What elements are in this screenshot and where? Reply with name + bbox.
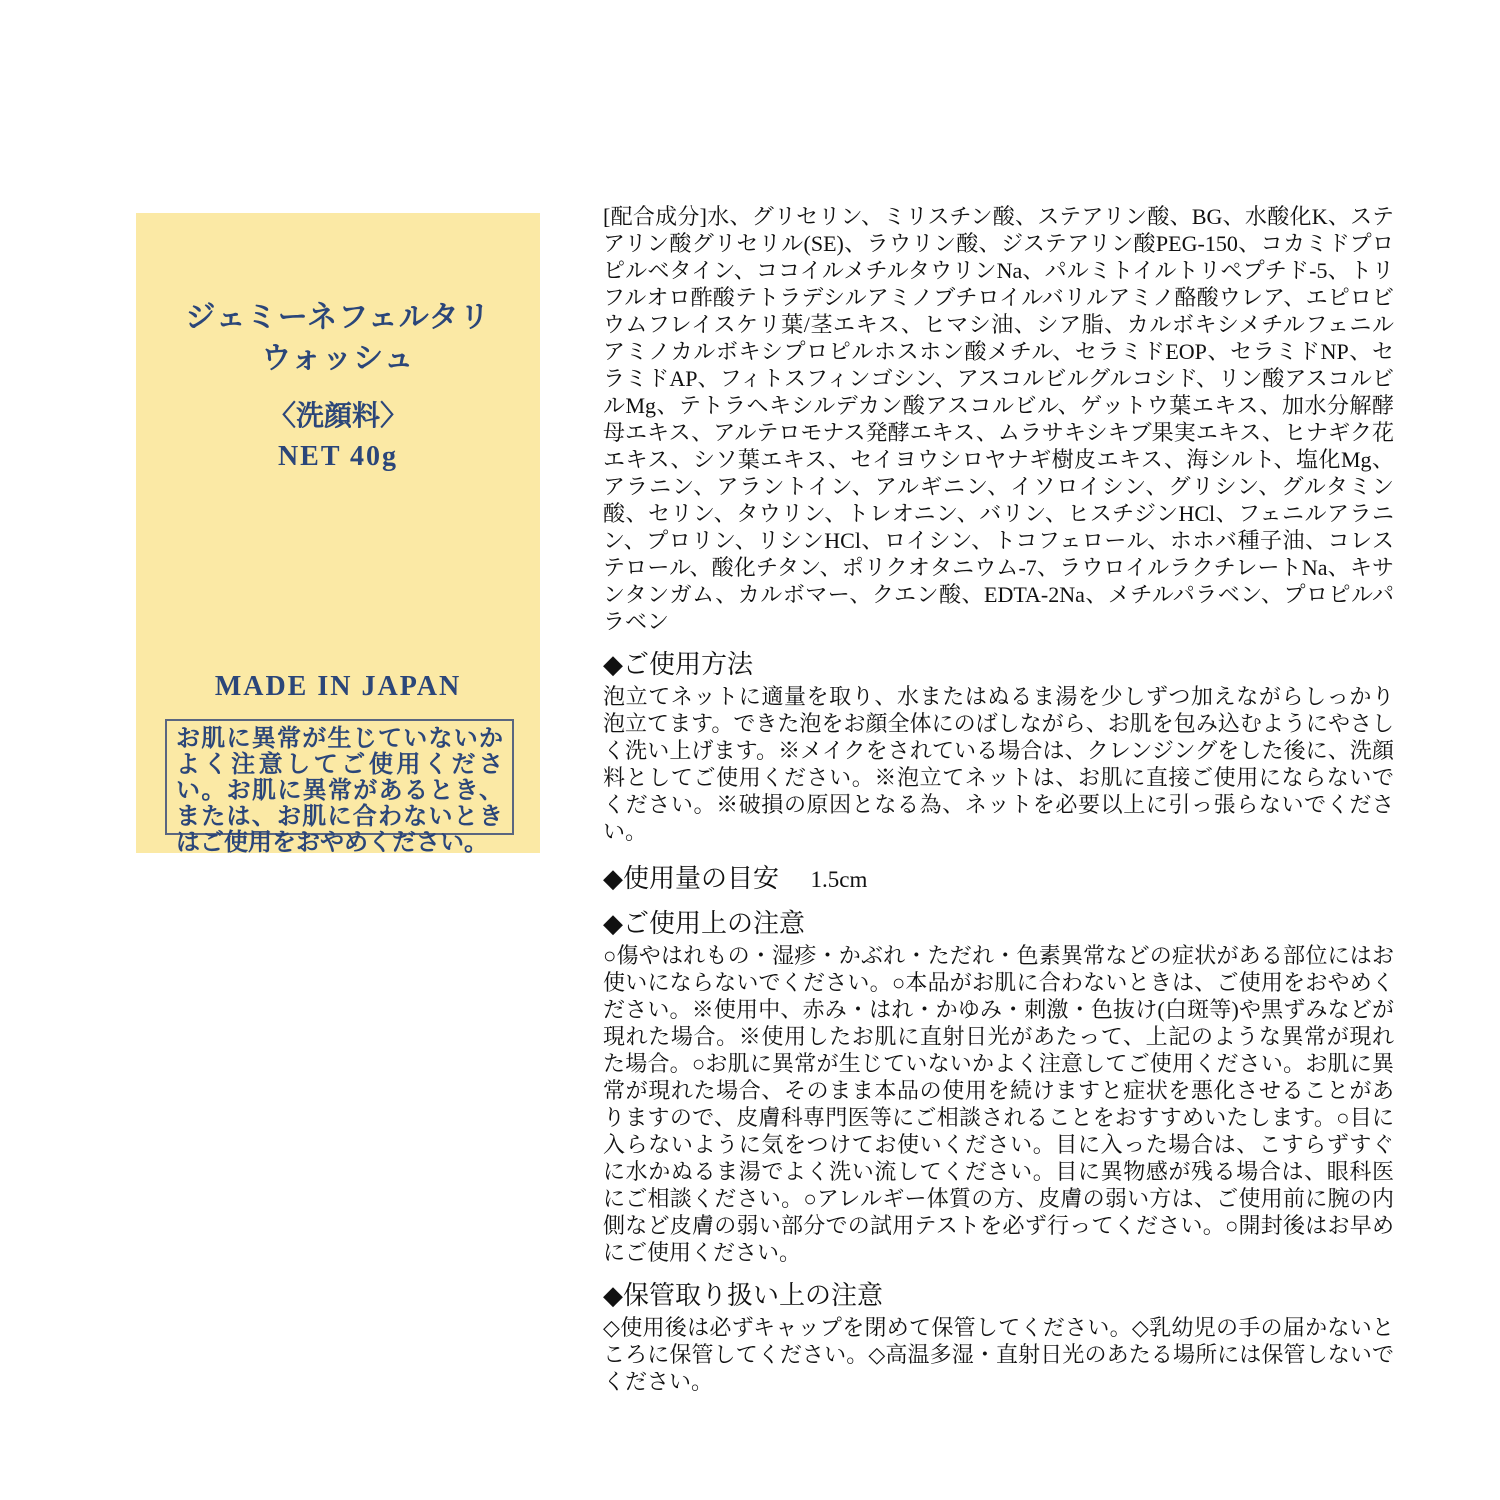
precautions-text: ○傷やはれもの・湿疹・かぶれ・ただれ・色素異常などの症状がある部位にはお使いにならないでください。○本品がお肌に合わないときは、ご使用をおやめください。※使用中、赤み・はれ・かゆみ・刺激・色抜け(白斑等)や黒ずみなどが現れた場合。※使用したお肌に直射日光があたって、上記のような異常が現れた場合。○お肌に異常が生じていないかよく注意してご使用ください。お肌に異常が現れた場合、そのまま本品の使用を続けますと症状を悪化させることがありますので、皮膚科専門医等にご相談されることをおすすめいたします。○目に入らないように気をつけてお使いください。目に入った場合は、こすらずすぐに水かぬるま湯でよく洗い流してください。目に異物感が残る場合は、眼科医にご相談ください。○アレルギー体質の方、皮膚の弱い方は、ご使用前に腕の内側など皮膚の弱い部分での試用テストを必ず行ってください。○開封後はお早めにご使用ください。 <box>603 943 1394 1265</box>
info-panel <box>603 203 1394 1395</box>
product-name-line1: ジェミーネフェルタリ <box>185 301 491 334</box>
product-name-line2: ウォッシュ <box>261 342 415 375</box>
precautions-heading: ◆ご使用上の注意 <box>603 909 805 938</box>
usage-text: 泡立てネットに適量を取り、水またはぬるま湯を少しずつ加えながらしっかり泡立てます。できた泡をお顔全体にのばしながら、お肌を包み込むようにやさしく洗い上げます。※メイクをされている場合は、クレンジングをした後に、洗顔料としてご使用ください。※泡立てネットは、お肌に直接ご使用にならないでください。※破損の原因となる為、ネットを必要以上に引っ張らないでください。 <box>603 684 1394 844</box>
dosage-row <box>603 864 1394 894</box>
made-in-japan: MADE IN JAPAN <box>214 671 462 702</box>
ingredients-text: [配合成分]水、グリセリン、ミリスチン酸、ステアリン酸、BG、水酸化K、ステアリン酸グリセリル(SE)、ラウリン酸、ジステアリン酸PEG-150、コカミドプロピルベタイン、ココイルメチルタウリンNa、パルミトイルトリペプチド-5、トリフルオロ酢酸テトラデシルアミノブチロイルバリルアミノ酪酸ウレア、エピロビウムフレイスケリ葉/茎エキス、ヒマシ油、シア脂、カルボキシメチルフェニルアミノカルボキシプロピルホスホン酸メチル、セラミドEOP、セラミドNP、セラミドAP、フィトスフィンゴシン、アスコルビルグルコシド、リン酸アスコルビルMg、テトラヘキシルデカン酸アスコルビル、ゲットウ葉エキス、加水分解酵母エキス、アルテロモナス発酵エキス、ムラサキシキブ果実エキス、ヒナギク花エキス、シソ葉エキス、セイヨウシロヤナギ樹皮エキス、海シルト、塩化Mg、アラニン、アラントイン、アルギニン、イソロイシン、グリシン、グルタミン酸、セリン、タウリン、トレオニン、バリン、ヒスチジンHCl、フェニルアラニン、プロリン、リシンHCl、ロイシン、トコフェロール、ホホバ種子油、コレステロール、酸化チタン、ポリクオタニウム-7、ラウロイルラクチレートNa、キサンタンガム、カルボマー、クエン酸、EDTA-2Na、メチルパラベン、プロピルパラベン <box>603 204 1394 634</box>
storage-heading: ◆保管取り扱い上の注意 <box>603 1281 883 1310</box>
product-label <box>136 213 540 856</box>
dosage-heading: ◆使用量の目安 <box>603 864 779 893</box>
skin-caution-box: お肌に異常が生じていないかよく注意してご使用ください。お肌に異常があるとき、または、お肌に合わないときはご使用をおやめください。 <box>165 719 514 835</box>
usage-heading: ◆ご使用方法 <box>603 650 753 679</box>
dosage-value: 1.5cm <box>810 867 868 892</box>
product-type: 〈洗顔料〉 <box>267 401 408 432</box>
net-weight: NET 40g <box>277 441 399 472</box>
product-name <box>136 297 540 379</box>
storage-text: ◇使用後は必ずキャップを閉めて保管してください。◇乳幼児の手の届かないところに保管してください。◇高温多湿・直射日光のあたる場所には保管しないでください。 <box>603 1315 1394 1394</box>
